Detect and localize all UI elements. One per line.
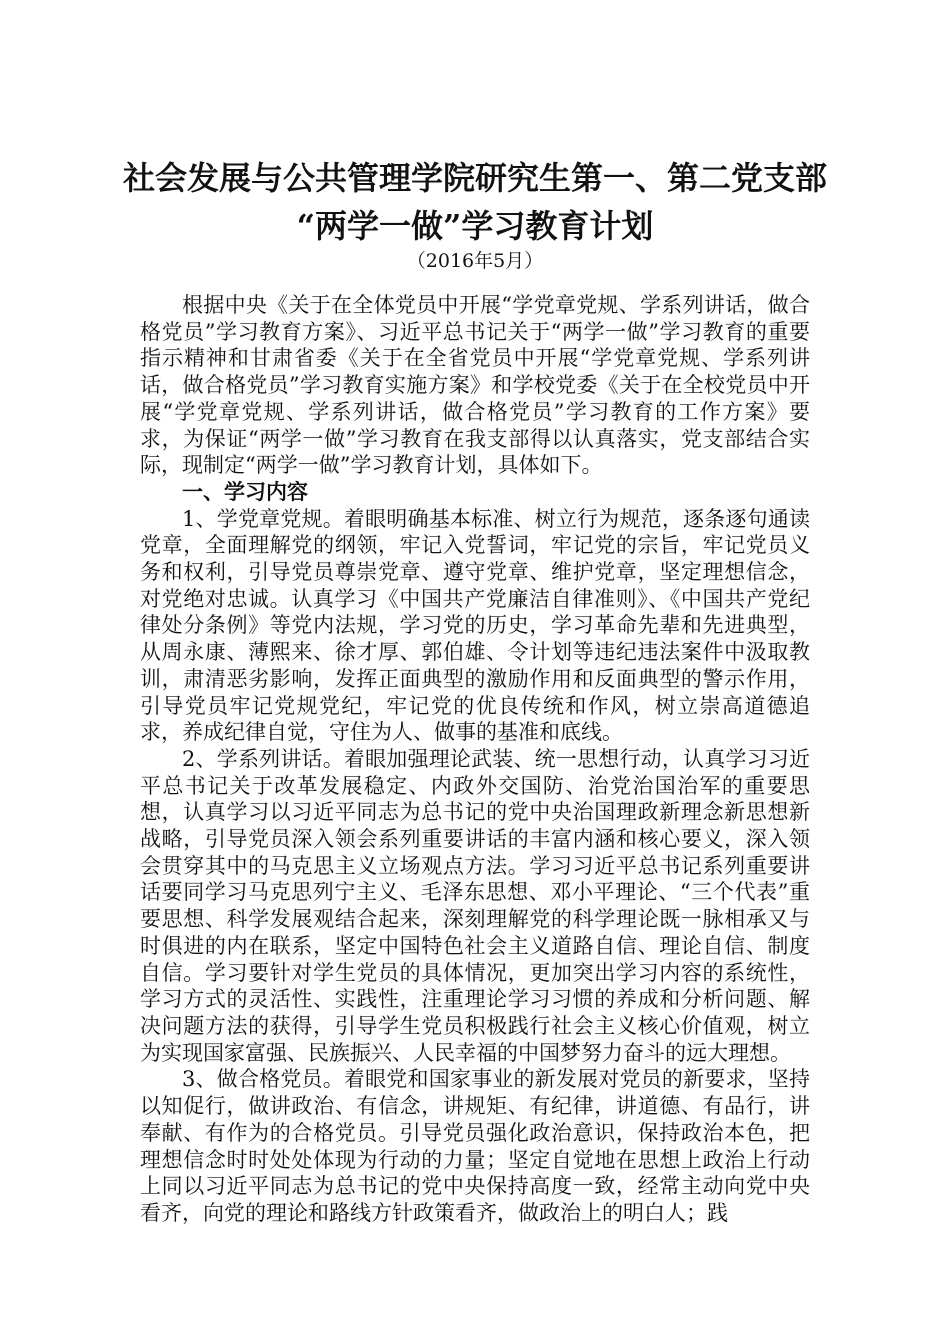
paragraph-study-speeches: 2、学系列讲话。着眼加强理论武装、统一思想行动，认真学习习近平总书记关于改革发展稳定、内政外交国防、治党治国治军的重要思想，认真学习以习近平同志为总书记的党中央治国理政新理念新思想新战略，引导党员深入领会系列重要讲话的丰富内涵和核心要义，深入领会贯穿其中的马克思主义立场观点方法。学习习近平总书记系列重要讲话要同学习马克思列宁主义、毛泽东思想、邓小平理论、“三个代表”重要思想、科学发展观结合起来，深刻理解党的科学理论既一脉相承又与时俱进的内在联系，坚定中国特色社会主义道路自信、理论自信、制度自信。学习要针对学生党员的具体情况，更加突出学习内容的系统性，学习方式的灵活性、实践性，注重理论学习习惯的养成和分析问题、解决问题方法的获得，引导学生党员积极践行社会主义核心价值观，树立为实现国家富强、民族振兴、人民幸福的中国梦努力奋斗的远大理想。 — [140, 746, 810, 1065]
intro-paragraph: 根据中央《关于在全体党员中开展“学党章党规、学系列讲话，做合格党员”学习教育方案》、习近平总书记关于“两学一做”学习教育的重要指示精神和甘肃省委《关于在全省党员中开展“学党章党规、学系列讲话，做合格党员”学习教育实施方案》和学校党委《关于在全校党员中开展“学党章党规、学系列讲话，做合格党员”学习教育的工作方案》要求，为保证“两学一做”学习教育在我支部得以认真落实，党支部结合实际，现制定“两学一做”学习教育计划，具体如下。 — [140, 293, 810, 478]
document-title-line-2: “两学一做”学习教育计划 — [296, 207, 654, 245]
paragraph-study-party-constitution: 1、学党章党规。着眼明确基本标准、树立行为规范，逐条逐句通读党章，全面理解党的纲领，牢记入党誓词，牢记党的宗旨，牢记党员义务和权利，引导党员尊崇党章、遵守党章、维护党章，坚定理想信念，对党绝对忠诚。认真学习《中国共产党廉洁自律准则》、《中国共产党纪律处分条例》等党内法规，学习党的历史，学习革命先辈和先进典型，从周永康、薄熙来、徐才厚、郭伯雄、令计划等违纪违法案件中汲取教训，肃清恶劣影响，发挥正面典型的激励作用和反面典型的警示作用，引导党员牢记党规党纪，牢记党的优良传统和作风，树立崇高道德追求，养成纪律自觉，守住为人、做事的基准和底线。 — [140, 506, 810, 745]
document-date: （2016年5月） — [406, 250, 544, 272]
document-title-line-1: 社会发展与公共管理学院研究生第一、第二党支部 — [122, 159, 827, 197]
section-heading-study-content: 一、学习内容 — [182, 478, 308, 504]
paragraph-qualified-member: 3、做合格党员。着眼党和国家事业的新发展对党员的新要求，坚持以知促行，做讲政治、有信念，讲规矩、有纪律，讲道德、有品行，讲奉献、有作为的合格党员。引导党员强化政治意识，保持政治本色，把理想信念时时处处体现为行动的力量；坚定自觉地在思想上政治上行动上同以习近平同志为总书记的党中央保持高度一致，经常主动向党中央看齐，向党的理论和路线方针政策看齐，做政治上的明白人；践 — [140, 1067, 810, 1225]
document-body — [140, 292, 810, 1227]
